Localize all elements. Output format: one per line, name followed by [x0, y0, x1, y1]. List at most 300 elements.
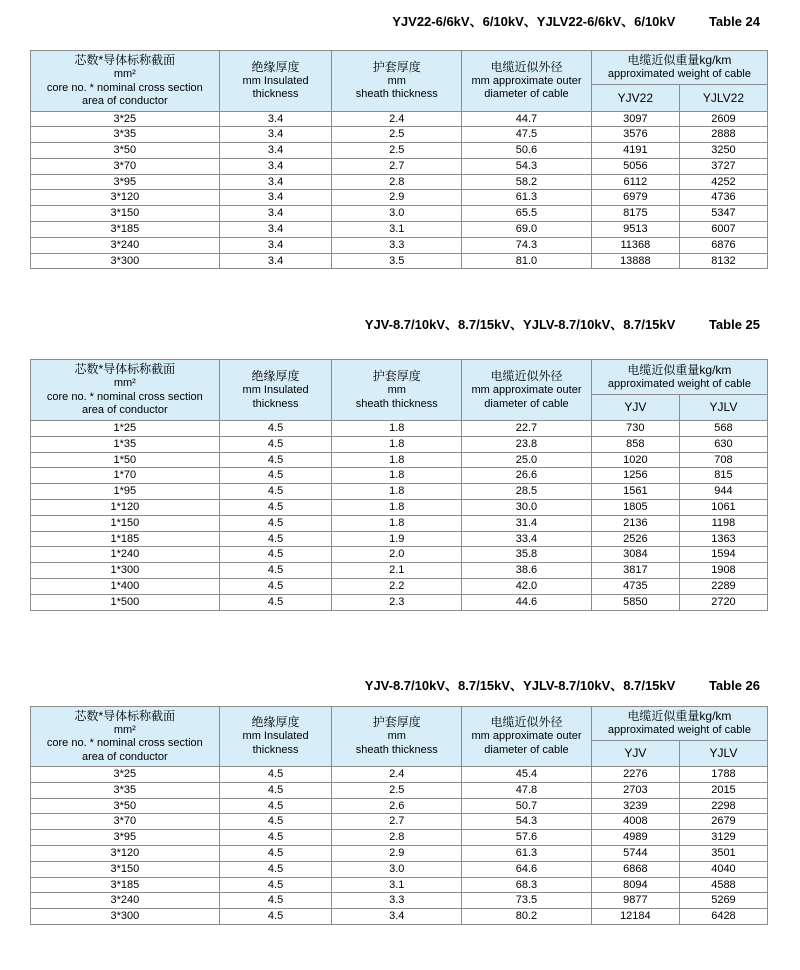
table-cell: 4191: [591, 143, 679, 159]
header-line: thickness: [252, 397, 299, 410]
table-body: [31, 420, 768, 610]
table-cell: 31.4: [462, 515, 592, 531]
table-cell: 6876: [679, 237, 767, 253]
table-cell: 61.3: [462, 846, 592, 862]
table-cell: 2526: [591, 531, 679, 547]
table-cell: 858: [591, 436, 679, 452]
table-cell: 1594: [679, 547, 767, 563]
table-cell: 3.4: [332, 909, 462, 925]
table-cell: 4.5: [219, 468, 332, 484]
table-cell: 4.5: [219, 578, 332, 594]
table-cell: 2015: [679, 782, 767, 798]
table-row: [31, 861, 768, 877]
table-cell: 69.0: [462, 222, 592, 238]
cable-spec-table: [30, 706, 768, 925]
table-cell: 3.4: [219, 174, 332, 190]
table-cell: 3*25: [31, 111, 220, 127]
table-cell: 630: [679, 436, 767, 452]
table-cell: 3.4: [219, 158, 332, 174]
header-weight-subcolumn-2: YJLV: [679, 394, 767, 420]
table-row: [31, 222, 768, 238]
table-title-text: YJV-8.7/10kV、8.7/15kV、YJLV-8.7/10kV、8.7/15kV: [364, 317, 676, 333]
table-cell: 4.5: [219, 515, 332, 531]
header-line: mm approximate outer: [471, 74, 582, 87]
table-cell: 3.4: [219, 222, 332, 238]
table-row: [31, 127, 768, 143]
table-cell: 1*500: [31, 594, 220, 610]
table-cell: 6007: [679, 222, 767, 238]
header-weight-subcolumn-2: YJLV22: [679, 85, 767, 111]
header-line: core no. * nominal cross section: [46, 81, 203, 94]
table-cell: 54.3: [462, 158, 592, 174]
cable-spec-table: [30, 359, 768, 610]
table-cell: 61.3: [462, 190, 592, 206]
header-line: mm: [387, 730, 406, 743]
table-title-text: YJV22-6/6kV、6/10kV、YJLV22-6/6kV、6/10kV: [392, 14, 676, 29]
table-cell: 1.8: [332, 420, 462, 436]
table-cell: 1908: [679, 563, 767, 579]
table-cell: 4.5: [219, 861, 332, 877]
table-cell: 6428: [679, 909, 767, 925]
table-cell: 54.3: [462, 814, 592, 830]
table-row: [31, 253, 768, 269]
table-title: [30, 678, 768, 694]
table-cell: 3.4: [219, 127, 332, 143]
table-body: [31, 767, 768, 925]
table-row: [31, 111, 768, 127]
table-cell: 4.5: [219, 420, 332, 436]
header-insulation-column: [219, 360, 332, 421]
table-cell: 4040: [679, 861, 767, 877]
table-row: [31, 798, 768, 814]
table-cell: 80.2: [462, 909, 592, 925]
header-diameter-column: [462, 706, 592, 767]
header-sheath-column: [332, 706, 462, 767]
table-cell: 3*70: [31, 158, 220, 174]
table-cell: 4.5: [219, 499, 332, 515]
header-line: approximated weight of cable: [607, 377, 751, 390]
table-cell: 2.4: [332, 111, 462, 127]
table-cell: 4.5: [219, 877, 332, 893]
table-cell: 1.8: [332, 515, 462, 531]
table-cell: 13888: [591, 253, 679, 269]
table-cell: 5056: [591, 158, 679, 174]
table-cell: 3*95: [31, 830, 220, 846]
table-cell: 3084: [591, 547, 679, 563]
table-row: [31, 515, 768, 531]
document-page: [0, 14, 800, 970]
table-cell: 3*240: [31, 237, 220, 253]
header-line: 电缆近似重量kg/km: [627, 362, 732, 377]
table-cell: 3*150: [31, 206, 220, 222]
header-line: 绝缘厚度: [251, 715, 300, 730]
table-cell: 2298: [679, 798, 767, 814]
header-weight-subcolumn-1: YJV22: [591, 85, 679, 111]
header-weight-subcolumn-1: YJV: [591, 394, 679, 420]
table-row: [31, 452, 768, 468]
table-cell: 5347: [679, 206, 767, 222]
table-cell: 3.0: [332, 206, 462, 222]
table-cell: 4.5: [219, 909, 332, 925]
table-cell: 3097: [591, 111, 679, 127]
table-cell: 4.5: [219, 893, 332, 909]
table-cell: 1.8: [332, 499, 462, 515]
table-cell: 2.5: [332, 143, 462, 159]
table-cell: 4.5: [219, 452, 332, 468]
table-cell: 4.5: [219, 531, 332, 547]
table-cell: 1363: [679, 531, 767, 547]
table-cell: 3*95: [31, 174, 220, 190]
table-cell: 4989: [591, 830, 679, 846]
table-cell: 2.5: [332, 782, 462, 798]
table-cell: 47.8: [462, 782, 592, 798]
table-cell: 3.4: [219, 206, 332, 222]
table-cell: 50.6: [462, 143, 592, 159]
table-cell: 47.5: [462, 127, 592, 143]
table-cell: 2679: [679, 814, 767, 830]
table-cell: 3239: [591, 798, 679, 814]
table-cell: 38.6: [462, 563, 592, 579]
table-cell: 68.3: [462, 877, 592, 893]
table-cell: 3*300: [31, 909, 220, 925]
table-row: [31, 547, 768, 563]
table-cell: 44.7: [462, 111, 592, 127]
table-cell: 65.5: [462, 206, 592, 222]
table-cell: 2.3: [332, 594, 462, 610]
header-line: diameter of cable: [484, 88, 569, 101]
header-line: mm²: [113, 723, 136, 736]
header-line: diameter of cable: [484, 743, 569, 756]
table-row: [31, 877, 768, 893]
header-line: mm approximate outer: [471, 730, 582, 743]
table-row: [31, 436, 768, 452]
table-cell: 1*300: [31, 563, 220, 579]
header-row: [31, 706, 768, 740]
table-cell: 2.4: [332, 767, 462, 783]
header-line: 芯数*导体标称截面: [74, 53, 176, 67]
table-row: [31, 578, 768, 594]
table-cell: 2.2: [332, 578, 462, 594]
header-diameter-column: [462, 51, 592, 112]
table-cell: 3817: [591, 563, 679, 579]
table-cell: 1*185: [31, 531, 220, 547]
table-row: [31, 206, 768, 222]
table-number-label: Table 24: [708, 14, 760, 29]
table-row: [31, 499, 768, 515]
table-cell: 1020: [591, 452, 679, 468]
cable-table-section: [30, 317, 768, 610]
header-line: mm²: [113, 68, 136, 80]
table-cell: 4.5: [219, 767, 332, 783]
table-cell: 9513: [591, 222, 679, 238]
table-cell: 3.1: [332, 877, 462, 893]
table-cell: 730: [591, 420, 679, 436]
header-line: mm Insulated: [242, 74, 309, 87]
header-line: thickness: [252, 743, 299, 756]
table-cell: 1561: [591, 484, 679, 500]
table-cell: 5744: [591, 846, 679, 862]
header-line: area of conductor: [82, 95, 168, 107]
table-header: [31, 51, 768, 112]
table-cell: 3*185: [31, 877, 220, 893]
table-cell: 3*35: [31, 782, 220, 798]
cable-table-section: [30, 14, 768, 269]
table-cell: 2.7: [332, 814, 462, 830]
table-title-text: YJV-8.7/10kV、8.7/15kV、YJLV-8.7/10kV、8.7/15kV: [364, 677, 676, 693]
table-cell: 4.5: [219, 782, 332, 798]
table-cell: 1*50: [31, 452, 220, 468]
table-cell: 2.5: [332, 127, 462, 143]
table-cell: 42.0: [462, 578, 592, 594]
table-row: [31, 782, 768, 798]
header-insulation-column: [219, 51, 332, 112]
table-cell: 2289: [679, 578, 767, 594]
header-line: 护套厚度: [372, 715, 421, 730]
table-cell: 3.4: [219, 237, 332, 253]
table-body: [31, 111, 768, 269]
table-cell: 30.0: [462, 499, 592, 515]
header-core-column: [31, 51, 220, 112]
table-cell: 4.5: [219, 484, 332, 500]
table-cell: 64.6: [462, 861, 592, 877]
table-cell: 81.0: [462, 253, 592, 269]
header-core-column: [31, 360, 220, 421]
header-insulation-column: [219, 706, 332, 767]
table-cell: 708: [679, 452, 767, 468]
table-cell: 2136: [591, 515, 679, 531]
table-cell: 2.0: [332, 547, 462, 563]
table-cell: 3129: [679, 830, 767, 846]
header-line: sheath thickness: [355, 397, 438, 410]
table-cell: 1061: [679, 499, 767, 515]
table-row: [31, 420, 768, 436]
header-line: mm: [387, 384, 406, 397]
header-sheath-column: [332, 360, 462, 421]
header-weight-group: [591, 51, 767, 85]
table-cell: 3*50: [31, 143, 220, 159]
table-cell: 2276: [591, 767, 679, 783]
header-line: diameter of cable: [484, 397, 569, 410]
table-row: [31, 158, 768, 174]
table-cell: 2.9: [332, 846, 462, 862]
table-cell: 26.6: [462, 468, 592, 484]
table-cell: 1.8: [332, 468, 462, 484]
header-core-column: [31, 706, 220, 767]
header-line: mm: [387, 74, 406, 87]
header-line: mm approximate outer: [471, 384, 582, 397]
table-cell: 2720: [679, 594, 767, 610]
header-line: sheath thickness: [355, 743, 438, 756]
table-cell: 3*50: [31, 798, 220, 814]
header-line: 电缆近似外径: [490, 369, 563, 384]
table-cell: 4736: [679, 190, 767, 206]
table-cell: 4.5: [219, 594, 332, 610]
table-cell: 1.8: [332, 484, 462, 500]
table-cell: 1*25: [31, 420, 220, 436]
header-line: 绝缘厚度: [251, 369, 300, 384]
table-cell: 4.5: [219, 563, 332, 579]
table-cell: 2.6: [332, 798, 462, 814]
table-cell: 3.3: [332, 237, 462, 253]
table-cell: 3*25: [31, 767, 220, 783]
table-row: [31, 814, 768, 830]
header-weight-subcolumn-2: YJLV: [679, 740, 767, 766]
table-cell: 4.5: [219, 547, 332, 563]
table-cell: 3.4: [219, 253, 332, 269]
table-cell: 12184: [591, 909, 679, 925]
table-cell: 6979: [591, 190, 679, 206]
header-sheath-column: [332, 51, 462, 112]
table-header: [31, 706, 768, 767]
header-line: 芯数*导体标称截面: [74, 708, 176, 723]
table-row: [31, 594, 768, 610]
table-cell: 1.9: [332, 531, 462, 547]
table-cell: 3501: [679, 846, 767, 862]
header-line: core no. * nominal cross section: [46, 737, 203, 750]
table-cell: 28.5: [462, 484, 592, 500]
table-cell: 4.5: [219, 798, 332, 814]
header-line: 护套厚度: [372, 59, 421, 74]
header-line: area of conductor: [82, 750, 168, 763]
cable-table-section: [30, 678, 768, 925]
table-row: [31, 468, 768, 484]
table-cell: 6868: [591, 861, 679, 877]
table-number-label: Table 25: [708, 317, 760, 333]
table-cell: 4.5: [219, 846, 332, 862]
table-cell: 4.5: [219, 814, 332, 830]
table-cell: 1*35: [31, 436, 220, 452]
table-cell: 50.7: [462, 798, 592, 814]
table-row: [31, 767, 768, 783]
header-line: 电缆近似重量kg/km: [627, 53, 732, 68]
header-line: sheath thickness: [355, 88, 438, 101]
table-cell: 3.1: [332, 222, 462, 238]
table-cell: 1*400: [31, 578, 220, 594]
table-cell: 3.5: [332, 253, 462, 269]
table-row: [31, 484, 768, 500]
table-cell: 3*150: [31, 861, 220, 877]
table-cell: 3*120: [31, 846, 220, 862]
table-cell: 3.0: [332, 861, 462, 877]
table-cell: 58.2: [462, 174, 592, 190]
table-cell: 944: [679, 484, 767, 500]
table-cell: 1805: [591, 499, 679, 515]
table-cell: 2609: [679, 111, 767, 127]
table-cell: 4252: [679, 174, 767, 190]
table-cell: 2.9: [332, 190, 462, 206]
table-cell: 4008: [591, 814, 679, 830]
table-cell: 2.8: [332, 174, 462, 190]
table-cell: 3*185: [31, 222, 220, 238]
header-line: 电缆近似外径: [490, 715, 563, 730]
table-cell: 1.8: [332, 436, 462, 452]
table-cell: 3*70: [31, 814, 220, 830]
header-line: mm Insulated: [242, 384, 309, 397]
table-cell: 73.5: [462, 893, 592, 909]
header-line: mm Insulated: [242, 730, 309, 743]
table-row: [31, 143, 768, 159]
table-title: [30, 14, 768, 30]
table-cell: 4735: [591, 578, 679, 594]
table-cell: 44.6: [462, 594, 592, 610]
table-cell: 3*120: [31, 190, 220, 206]
table-cell: 9877: [591, 893, 679, 909]
table-cell: 6112: [591, 174, 679, 190]
header-line: area of conductor: [82, 404, 168, 417]
table-row: [31, 174, 768, 190]
table-title: [30, 317, 768, 333]
table-cell: 2.8: [332, 830, 462, 846]
table-row: [31, 909, 768, 925]
header-line: core no. * nominal cross section: [46, 390, 203, 403]
header-row: [31, 360, 768, 394]
header-weight-group: [591, 706, 767, 740]
table-cell: 1*70: [31, 468, 220, 484]
header-line: 绝缘厚度: [251, 59, 300, 74]
table-header: [31, 360, 768, 421]
table-cell: 3727: [679, 158, 767, 174]
table-row: [31, 190, 768, 206]
table-cell: 4588: [679, 877, 767, 893]
table-cell: 5269: [679, 893, 767, 909]
table-cell: 1*120: [31, 499, 220, 515]
table-cell: 74.3: [462, 237, 592, 253]
table-cell: 4.5: [219, 436, 332, 452]
table-cell: 3*35: [31, 127, 220, 143]
table-cell: 8132: [679, 253, 767, 269]
table-cell: 22.7: [462, 420, 592, 436]
table-cell: 1256: [591, 468, 679, 484]
header-line: thickness: [252, 88, 299, 101]
table-row: [31, 830, 768, 846]
table-cell: 2.7: [332, 158, 462, 174]
header-line: mm²: [113, 377, 136, 390]
table-cell: 8094: [591, 877, 679, 893]
table-row: [31, 893, 768, 909]
table-cell: 815: [679, 468, 767, 484]
table-cell: 33.4: [462, 531, 592, 547]
header-line: 电缆近似外径: [490, 59, 563, 74]
table-cell: 2703: [591, 782, 679, 798]
header-line: 电缆近似重量kg/km: [627, 708, 732, 723]
table-cell: 1788: [679, 767, 767, 783]
table-cell: 1*150: [31, 515, 220, 531]
table-cell: 568: [679, 420, 767, 436]
table-cell: 11368: [591, 237, 679, 253]
header-line: approximated weight of cable: [607, 723, 751, 736]
header-row: [31, 51, 768, 85]
table-cell: 5850: [591, 594, 679, 610]
table-cell: 57.6: [462, 830, 592, 846]
table-cell: 3*300: [31, 253, 220, 269]
cable-spec-table: [30, 50, 768, 269]
table-cell: 3.4: [219, 143, 332, 159]
table-cell: 3.4: [219, 111, 332, 127]
table-cell: 1*95: [31, 484, 220, 500]
table-cell: 45.4: [462, 767, 592, 783]
table-cell: 3*240: [31, 893, 220, 909]
table-cell: 1198: [679, 515, 767, 531]
table-cell: 4.5: [219, 830, 332, 846]
table-cell: 3576: [591, 127, 679, 143]
table-cell: 3.3: [332, 893, 462, 909]
header-line: approximated weight of cable: [607, 68, 751, 81]
table-row: [31, 563, 768, 579]
table-row: [31, 531, 768, 547]
table-cell: 3250: [679, 143, 767, 159]
header-line: 芯数*导体标称截面: [74, 362, 176, 377]
table-row: [31, 846, 768, 862]
